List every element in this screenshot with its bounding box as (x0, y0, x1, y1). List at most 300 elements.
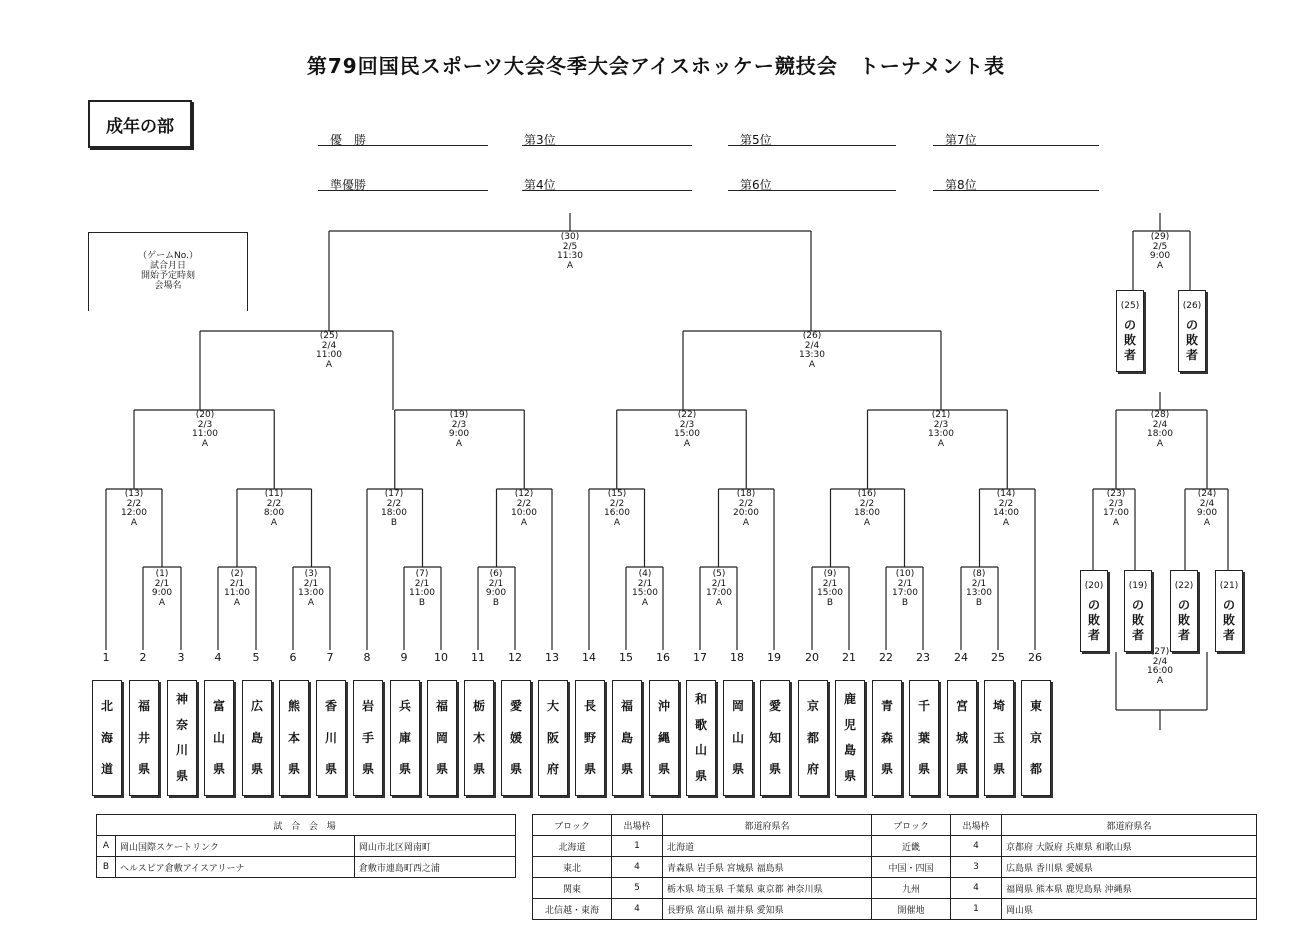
game-number: (29) (1150, 232, 1170, 242)
team-box (909, 680, 939, 796)
game-number: (16) (857, 489, 877, 499)
game-date: 2/3 (679, 419, 695, 430)
game-number: (17) (384, 489, 404, 499)
team-name-char: 山 (731, 730, 744, 745)
team-name-char: 兵 (398, 698, 411, 713)
game-number: (28) (1150, 410, 1170, 420)
team-name-char: 木 (472, 730, 485, 745)
game-time: 17:00 (892, 588, 918, 598)
team-name-char: 東 (1029, 698, 1042, 713)
game-label (382, 570, 462, 608)
game-number: (24) (1197, 489, 1217, 499)
game-label (1120, 648, 1200, 686)
team-name-char: 福 (435, 698, 448, 713)
game-time: 13:30 (799, 350, 825, 360)
team-box (390, 680, 420, 796)
game-venue: B (975, 597, 983, 608)
game-venue: B (492, 597, 500, 608)
team-name-char: 埼 (992, 698, 1005, 713)
block-prefectures: 広島県 香川県 愛媛県 (1002, 857, 1257, 878)
game-number: (14) (996, 489, 1016, 499)
game-date: 2/3 (197, 419, 213, 430)
team-name-char: 知 (768, 730, 781, 745)
game-number: (19) (449, 410, 469, 420)
game-label (577, 490, 657, 528)
game-date: 2/4 (321, 340, 337, 351)
game-date: 2/3 (451, 419, 467, 430)
game-label (197, 570, 277, 608)
game-number: (11) (264, 489, 284, 499)
game-venue: A (455, 438, 463, 449)
venue-table-header: 試 合 会 場 (97, 815, 516, 836)
team-box (167, 680, 197, 796)
result-label-winner: 優 勝 (330, 133, 367, 147)
team-name-char: 熊 (287, 698, 300, 713)
game-label (939, 570, 1019, 608)
team-number: 24 (954, 651, 968, 664)
block-table (532, 814, 1257, 920)
game-label (165, 411, 245, 449)
game-number: (15) (607, 489, 627, 499)
block-slots: 3 (951, 857, 1002, 878)
team-name-char: 県 (731, 762, 744, 777)
game-date: 2/1 (637, 578, 653, 589)
prefectures-header: 都道府県名 (1002, 815, 1257, 836)
loser-text-char: の (1087, 598, 1100, 612)
game-venue: B (418, 597, 426, 608)
block-prefectures: 北海道 (663, 836, 872, 857)
game-number: (8) (972, 569, 986, 579)
block-row (533, 857, 1257, 878)
venue-name: ヘルスピア倉敷アイスアリーナ (116, 857, 355, 878)
venue-address: 倉敷市連島町西之浦 (354, 857, 515, 878)
team-box (92, 680, 122, 796)
legend-venue: 会場名 (154, 281, 182, 291)
game-venue: A (1156, 438, 1164, 449)
game-venue: A (201, 438, 209, 449)
team-name-char: 県 (175, 768, 188, 783)
game-venue: A (937, 438, 945, 449)
game-time: 15:00 (632, 588, 658, 598)
game-venue: A (715, 597, 723, 608)
game-date: 2/4 (1152, 419, 1168, 430)
game-number: (30) (560, 232, 580, 242)
game-number: (13) (124, 489, 144, 499)
game-date: 2/2 (609, 498, 625, 509)
loser-box (1215, 570, 1243, 652)
game-number: (1) (155, 569, 169, 579)
venue-row (97, 857, 516, 878)
team-name-char: 福 (620, 698, 633, 713)
game-number: (2) (230, 569, 244, 579)
game-venue: A (566, 260, 574, 271)
team-name-char: 葉 (917, 730, 930, 745)
team-name-char: 児 (843, 717, 856, 732)
team-name-char: 宮 (955, 698, 968, 713)
team-name-char: 福 (137, 698, 150, 713)
team-name-char: 県 (435, 762, 448, 777)
game-time: 17:00 (1103, 508, 1129, 518)
game-venue: A (742, 517, 750, 528)
game-venue: B (390, 517, 398, 528)
block-slots: 1 (951, 899, 1002, 920)
team-name-char: 府 (806, 762, 819, 777)
game-time: 11:00 (409, 588, 435, 598)
loser-text-char: 敗 (1177, 613, 1190, 627)
loser-text-char: 敗 (1185, 333, 1198, 347)
game-time: 16:00 (1147, 666, 1173, 676)
loser-box (1170, 570, 1198, 652)
game-number: (12) (514, 489, 534, 499)
team-name-char: 川 (175, 743, 188, 758)
game-venue: A (130, 517, 138, 528)
game-time: 9:00 (151, 588, 173, 598)
game-time: 9:00 (1149, 251, 1171, 261)
team-number: 15 (619, 651, 633, 664)
team-name-char: 県 (509, 762, 522, 777)
slots-header: 出場枠 (612, 815, 663, 836)
game-date: 2/2 (126, 498, 142, 509)
loser-box (1080, 570, 1108, 652)
team-name-char: 島 (250, 730, 263, 745)
game-label (122, 570, 202, 608)
game-time: 9:00 (448, 429, 470, 439)
team-name-char: 県 (917, 762, 930, 777)
team-number: 2 (139, 651, 147, 664)
game-label (1120, 233, 1200, 271)
game-venue: A (613, 517, 621, 528)
loser-text-char: 敗 (1131, 613, 1144, 627)
block-prefectures: 青森県 岩手県 宮城県 福島県 (663, 857, 872, 878)
team-name-char: 富 (212, 698, 225, 713)
loser-text-char: 敗 (1087, 613, 1100, 627)
team-number: 16 (656, 651, 670, 664)
team-name-char: 海 (100, 730, 113, 745)
team-name-char: 島 (620, 730, 633, 745)
game-time: 18:00 (381, 508, 407, 518)
game-venue: A (270, 517, 278, 528)
team-name-char: 庫 (398, 730, 411, 745)
team-name-char: 岡 (731, 698, 744, 713)
result-label-8th: 第8位 (945, 178, 977, 192)
page-title: 第79回国民スポーツ大会冬季大会アイスホッケー競技会 トーナメント表 (306, 54, 1006, 78)
block-prefectures: 岡山県 (1002, 899, 1257, 920)
team-name-char: 島 (843, 743, 856, 758)
game-time: 16:00 (604, 508, 630, 518)
prefectures-header: 都道府県名 (663, 815, 872, 836)
team-name-char: 県 (324, 762, 337, 777)
game-date: 2/1 (897, 578, 913, 589)
team-name-char: 山 (212, 730, 225, 745)
game-label (289, 332, 369, 370)
game-label (419, 411, 499, 449)
game-label (1120, 411, 1200, 449)
result-label-runnerup: 準優勝 (330, 178, 367, 192)
block-slots: 4 (951, 878, 1002, 899)
team-name-char: 県 (992, 762, 1005, 777)
block-table-header-row (533, 815, 1257, 836)
team-number: 18 (730, 651, 744, 664)
game-venue: A (1156, 675, 1164, 686)
team-name-char: 香 (324, 698, 337, 713)
team-number: 11 (471, 651, 485, 664)
game-venue: A (325, 359, 333, 370)
team-name-char: 城 (955, 730, 968, 745)
game-label (1076, 490, 1156, 528)
game-label (790, 570, 870, 608)
team-name-char: 愛 (768, 698, 781, 713)
block-header: ブロック (872, 815, 951, 836)
game-date: 2/3 (1108, 498, 1124, 509)
team-name-char: 道 (100, 762, 113, 777)
game-label (1167, 490, 1247, 528)
game-date: 2/5 (1152, 241, 1168, 252)
loser-text-char: 者 (1185, 348, 1198, 362)
game-venue: A (1156, 260, 1164, 271)
team-number: 3 (177, 651, 185, 664)
game-number: (22) (677, 410, 697, 420)
team-box (760, 680, 790, 796)
team-name-char: 県 (472, 762, 485, 777)
loser-text-char: の (1185, 318, 1198, 332)
result-label-3rd: 第3位 (524, 133, 556, 147)
loser-game-number: (22) (1174, 581, 1194, 591)
team-name-char: 媛 (509, 730, 522, 745)
block-prefectures: 京都府 大阪府 兵庫県 和歌山県 (1002, 836, 1257, 857)
game-date: 2/2 (738, 498, 754, 509)
game-time: 14:00 (993, 508, 1019, 518)
game-label (530, 233, 610, 271)
team-name-char: 奈 (175, 717, 188, 732)
loser-text-char: 者 (1222, 628, 1235, 642)
team-number: 9 (400, 651, 408, 664)
team-name-char: 青 (880, 698, 893, 713)
legend-date: 試合月日 (149, 261, 186, 271)
team-name-char: 縄 (657, 730, 670, 745)
team-number: 10 (434, 651, 448, 664)
block-slots: 4 (951, 836, 1002, 857)
game-number: (27) (1150, 647, 1170, 657)
venue-table-header-row (97, 815, 516, 836)
game-time: 9:00 (1196, 508, 1218, 518)
team-name-char: 北 (100, 698, 113, 713)
game-time: 12:00 (121, 508, 147, 518)
game-number: (20) (195, 410, 215, 420)
game-venue: A (641, 597, 649, 608)
team-name-char: 京 (1029, 730, 1042, 745)
game-number: (25) (319, 331, 339, 341)
game-date: 2/4 (1152, 656, 1168, 667)
block-slots: 4 (612, 899, 663, 920)
team-number: 25 (991, 651, 1005, 664)
team-box (835, 680, 865, 796)
team-name-char: 県 (212, 762, 225, 777)
block-prefectures: 福岡県 熊本県 鹿児島県 沖縄県 (1002, 878, 1257, 899)
team-name-char: 井 (137, 730, 150, 745)
game-number: (4) (638, 569, 652, 579)
game-date: 2/1 (488, 578, 504, 589)
result-label-6th: 第6位 (740, 178, 772, 192)
venue-code: A (97, 836, 116, 857)
team-number: 6 (289, 651, 297, 664)
game-label (901, 411, 981, 449)
team-box (686, 680, 716, 796)
team-box (649, 680, 679, 796)
team-number: 23 (916, 651, 930, 664)
legend-time: 開始予定時刻 (140, 271, 195, 281)
game-date: 2/2 (998, 498, 1014, 509)
loser-game-number: (25) (1120, 301, 1140, 311)
team-number: 13 (545, 651, 559, 664)
game-date: 2/1 (303, 578, 319, 589)
game-label (605, 570, 685, 608)
game-number: (26) (802, 331, 822, 341)
team-number: 26 (1028, 651, 1042, 664)
game-venue: A (307, 597, 315, 608)
block-header: ブロック (533, 815, 612, 836)
loser-text-char: 敗 (1222, 613, 1235, 627)
team-name-char: 鹿 (843, 692, 856, 707)
team-number: 8 (363, 651, 371, 664)
game-venue: A (233, 597, 241, 608)
team-number: 7 (326, 651, 334, 664)
block-prefectures: 栃木県 埼玉県 千葉県 東京都 神奈川県 (663, 878, 872, 899)
game-number: (21) (931, 410, 951, 420)
block-name: 近畿 (872, 836, 951, 857)
loser-text-char: の (1177, 598, 1190, 612)
game-label (827, 490, 907, 528)
game-number: (10) (895, 569, 915, 579)
game-date: 2/2 (859, 498, 875, 509)
venue-table (96, 814, 516, 878)
team-name-char: 神 (175, 692, 188, 707)
team-box (464, 680, 494, 796)
team-number: 22 (879, 651, 893, 664)
slots-header: 出場枠 (951, 815, 1002, 836)
game-venue: A (158, 597, 166, 608)
team-box (798, 680, 828, 796)
loser-game-number: (20) (1084, 581, 1104, 591)
game-label (679, 570, 759, 608)
block-prefectures: 長野県 富山県 福井県 愛知県 (663, 899, 872, 920)
game-time: 17:00 (706, 588, 732, 598)
game-time: 11:00 (224, 588, 250, 598)
team-name-char: 川 (324, 730, 337, 745)
game-time: 20:00 (733, 508, 759, 518)
team-name-char: 本 (287, 730, 300, 745)
game-label (94, 490, 174, 528)
team-box (242, 680, 272, 796)
block-slots: 4 (612, 857, 663, 878)
team-number: 20 (805, 651, 819, 664)
team-name-char: 長 (583, 698, 596, 713)
team-box (723, 680, 753, 796)
game-time: 15:00 (674, 429, 700, 439)
team-name-char: 県 (398, 762, 411, 777)
block-name: 中国・四国 (872, 857, 951, 878)
venue-name: 岡山国際スケートリンク (116, 836, 355, 857)
team-name-char: 歌 (694, 717, 707, 732)
game-label (772, 332, 852, 370)
game-time: 15:00 (817, 588, 843, 598)
team-name-char: 県 (137, 762, 150, 777)
team-name-char: 岩 (361, 698, 374, 713)
loser-game-number: (19) (1128, 581, 1148, 591)
game-venue: B (901, 597, 909, 608)
loser-text-char: の (1123, 318, 1136, 332)
block-name: 開催地 (872, 899, 951, 920)
game-time: 13:00 (966, 588, 992, 598)
team-name-char: 沖 (657, 698, 670, 713)
game-venue: A (1112, 517, 1120, 528)
game-label (456, 570, 536, 608)
team-box (427, 680, 457, 796)
game-number: (18) (736, 489, 756, 499)
team-box (872, 680, 902, 796)
game-date: 2/1 (971, 578, 987, 589)
team-box (204, 680, 234, 796)
game-time: 13:00 (298, 588, 324, 598)
game-label (354, 490, 434, 528)
team-name-char: 広 (250, 698, 263, 713)
team-box (538, 680, 568, 796)
loser-text-char: 者 (1177, 628, 1190, 642)
game-date: 2/1 (711, 578, 727, 589)
game-venue: A (808, 359, 816, 370)
team-name-char: 県 (694, 768, 707, 783)
team-number: 1 (102, 651, 110, 664)
team-name-char: 都 (1029, 762, 1042, 777)
game-time: 11:00 (192, 429, 218, 439)
game-label (706, 490, 786, 528)
game-number: (7) (415, 569, 429, 579)
team-name-char: 県 (583, 762, 596, 777)
game-label (271, 570, 351, 608)
loser-text-char: 者 (1087, 628, 1100, 642)
game-venue: A (863, 517, 871, 528)
loser-text-char: 者 (1131, 628, 1144, 642)
team-number: 5 (252, 651, 260, 664)
block-name: 九州 (872, 878, 951, 899)
team-box (612, 680, 642, 796)
team-box (279, 680, 309, 796)
block-name: 北海道 (533, 836, 612, 857)
game-time: 18:00 (1147, 429, 1173, 439)
game-venue: A (1203, 517, 1211, 528)
team-box (353, 680, 383, 796)
game-time: 11:30 (557, 251, 583, 261)
game-venue: A (1002, 517, 1010, 528)
team-number: 14 (582, 651, 596, 664)
team-name-char: 都 (806, 730, 819, 745)
team-name-char: 森 (880, 730, 893, 745)
team-name-char: 府 (546, 762, 559, 777)
result-label-5th: 第5位 (740, 133, 772, 147)
venue-address: 岡山市北区岡南町 (354, 836, 515, 857)
loser-box (1116, 290, 1144, 372)
game-number: (6) (489, 569, 503, 579)
venue-code: B (97, 857, 116, 878)
game-date: 2/2 (386, 498, 402, 509)
team-name-char: 栃 (472, 698, 485, 713)
game-date: 2/1 (822, 578, 838, 589)
game-number: (9) (823, 569, 837, 579)
venue-row (97, 836, 516, 857)
game-label (647, 411, 727, 449)
loser-game-number: (21) (1219, 581, 1239, 591)
team-name-char: 県 (620, 762, 633, 777)
legend-game-no: （ゲームNo.） (138, 251, 198, 261)
